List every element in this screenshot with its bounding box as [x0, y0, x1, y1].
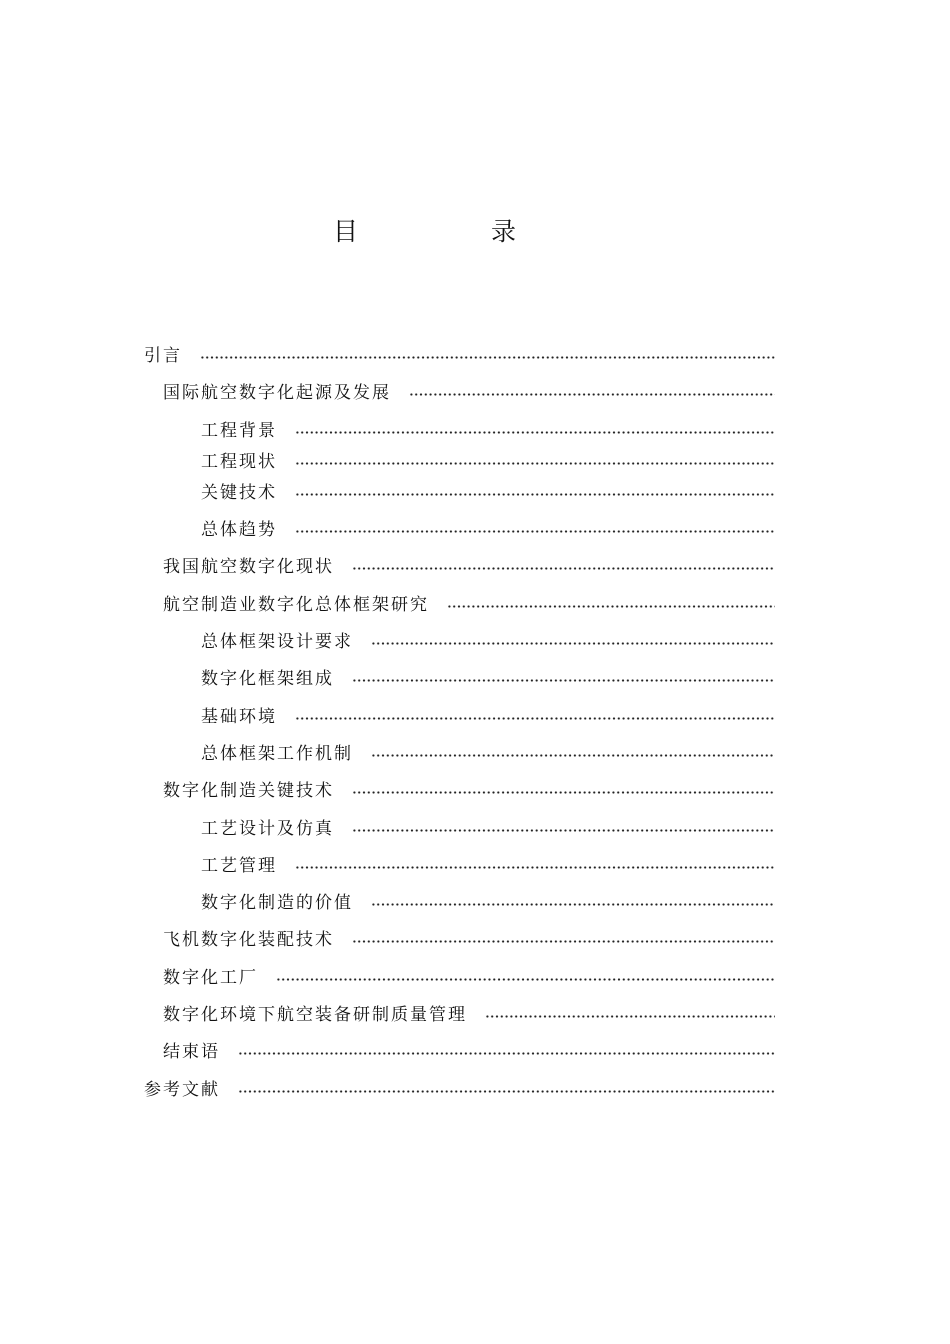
dot-leader — [371, 903, 775, 906]
toc-entry-label: 总体框架设计要求 — [201, 632, 353, 652]
dot-leader — [238, 1052, 775, 1055]
toc-entry-label: 数字化工厂 — [163, 968, 258, 988]
toc-entry[interactable] — [144, 1076, 775, 1104]
dot-leader — [371, 642, 775, 645]
toc-entry[interactable] — [163, 777, 775, 805]
toc-entry-label: 我国航空数字化现状 — [163, 557, 334, 577]
toc-entry-label: 关键技术 — [201, 483, 277, 503]
toc-entry-label: 总体趋势 — [201, 520, 277, 540]
toc-entry-label: 数字化制造关键技术 — [163, 781, 334, 801]
toc-entry[interactable] — [163, 553, 775, 581]
toc-entry-label: 结束语 — [163, 1042, 220, 1062]
page-title: 目 录 — [332, 217, 570, 246]
dot-leader — [352, 679, 775, 682]
toc-entry-label: 数字化框架组成 — [201, 669, 334, 689]
toc-entry[interactable] — [163, 1001, 775, 1029]
dot-leader — [295, 866, 775, 869]
dot-leader — [200, 356, 775, 359]
dot-leader — [485, 1015, 775, 1018]
dot-leader — [238, 1090, 775, 1093]
toc-entry[interactable] — [201, 740, 775, 768]
dot-leader — [295, 717, 775, 720]
toc-entry-label: 数字化环境下航空装备研制质量管理 — [163, 1005, 467, 1025]
toc-entry[interactable] — [201, 665, 775, 693]
dot-leader — [352, 791, 775, 794]
toc-entry[interactable] — [201, 852, 775, 880]
toc-entry[interactable] — [163, 591, 775, 619]
toc-entry[interactable] — [201, 479, 775, 507]
toc-entry-label: 工艺管理 — [201, 856, 277, 876]
dot-leader — [371, 754, 775, 757]
toc-entry-label: 引言 — [144, 346, 182, 366]
dot-leader — [447, 605, 775, 608]
toc-entry[interactable] — [201, 889, 775, 917]
toc-entry-label: 飞机数字化装配技术 — [163, 930, 334, 950]
toc-entry-label: 数字化制造的价值 — [201, 893, 353, 913]
toc-entry-label: 总体框架工作机制 — [201, 744, 353, 764]
dot-leader — [352, 940, 775, 943]
toc-entry[interactable] — [163, 926, 775, 954]
toc-entry[interactable] — [163, 964, 775, 992]
toc-entry[interactable] — [144, 342, 775, 370]
dot-leader — [352, 567, 775, 570]
dot-leader — [295, 462, 775, 465]
toc-entry-label: 航空制造业数字化总体框架研究 — [163, 595, 429, 615]
toc-entry[interactable] — [163, 1038, 775, 1066]
toc-entry[interactable] — [201, 448, 775, 476]
toc-entry-label: 国际航空数字化起源及发展 — [163, 383, 391, 403]
toc-entry-label: 工艺设计及仿真 — [201, 819, 334, 839]
toc-entry[interactable] — [163, 379, 775, 407]
toc-entry-label: 参考文献 — [144, 1080, 220, 1100]
dot-leader — [295, 530, 775, 533]
dot-leader — [295, 431, 775, 434]
dot-leader — [295, 493, 775, 496]
toc-entry-label: 基础环境 — [201, 707, 277, 727]
dot-leader — [352, 829, 775, 832]
toc-entry[interactable] — [201, 815, 775, 843]
toc-entry-label: 工程背景 — [201, 421, 277, 441]
toc-entry[interactable] — [201, 628, 775, 656]
toc-entry[interactable] — [201, 417, 775, 445]
toc-entry[interactable] — [201, 516, 775, 544]
toc-entry[interactable] — [201, 703, 775, 731]
dot-leader — [276, 978, 775, 981]
dot-leader — [409, 393, 775, 396]
toc-entry-label: 工程现状 — [201, 452, 277, 472]
